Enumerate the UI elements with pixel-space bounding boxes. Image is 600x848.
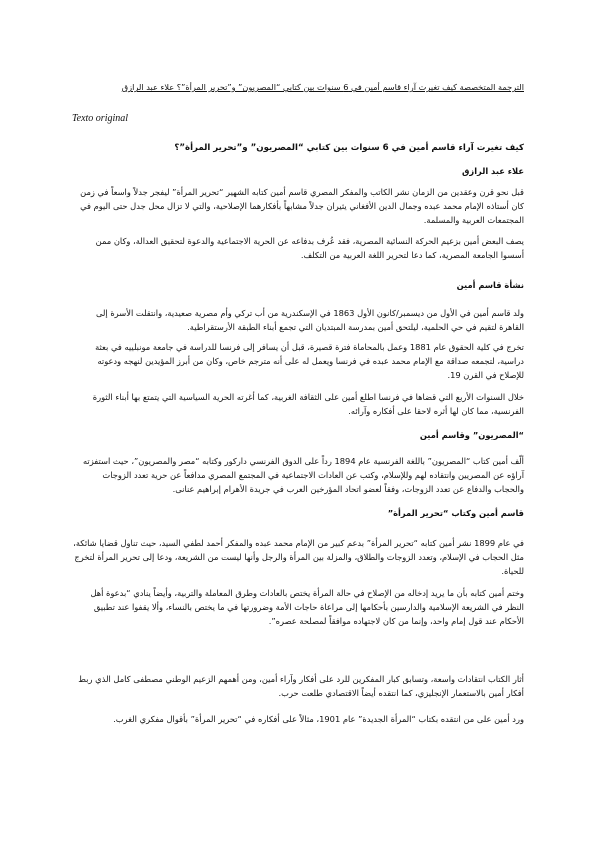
paragraph-liberation-1: في عام 1899 نشر أمين كتابه “تحرير المرأة” بدعم كبير من الإمام محمد عبده والمفكر أحمد لطفي السيد، حيث تناول قضايا شائكة، مثل الحجاب في الإسلام، وتعدد الزوجات والطلاق، والمزلة بين المرأة والرجل وأنها ليست من الشريعة، ودعا إلى تحرير المرأة لتخرج للحياة. — [73, 538, 524, 576]
running-header: الترجمة المتخصصة كيف تغيرت آراء قاسم أمين في 6 سنوات بين كتابي “المصريون” و”تحرير المرأة”؟ علاء عبد الرازق — [121, 82, 524, 92]
paragraph-upbringing-1: ولد قاسم أمين في الأول من ديسمبر/كانون الأول 1863 في الإسكندرية من أب تركي وأم مصرية صعيدية، وانتقلت الأسرة إلى القاهرة لتقيم في حي الحلمية، ليلتحق أمين بمدرسة المبتديان التي تجمع أبناء الطبقة الأرستقراطية. — [95, 308, 524, 332]
paragraph-upbringing-3: خلال السنوات الأربع التي قضاها في فرنسا اطلع أمين على الثقافة الغربية، كما أغرته الحرية السياسية التي يتمتع بها أبناء الثورة الفرنسية، مما كان لها أثره لاحقا على أفكاره وآرائه. — [92, 392, 524, 416]
article-title: كيف تغيرت آراء قاسم أمين في 6 سنوات بين كتابي “المصريون” و”تحرير المرأة”؟ — [174, 143, 524, 153]
paragraph-egyptians-1: ألّف أمين كتاب “المصريون” باللغة الفرنسية عام 1894 رداً على الدوق الفرنسي داركور وكتابه “مصر والمصريون”، حيث استفزته آراؤه عن المصريين وانتقاده لهم وللإسلام، وكتب عن العادات الاجتماعية في المجتمع المصري مدافعاً عن حرية تعدد الزوجات والحجاب والدفاع عن تعدد الزوجات، وفقاً لعضو اتحاد المؤرخين العرب في جريدة الأهرام إبراهيم عنانى. — [82, 456, 524, 494]
paragraph-closing-1: أثار الكتاب انتقادات واسعة، وتسابق كبار المفكرين للرد على أفكار وآراء أمين، ومن أهمهم الزعيم الوطني مصطفى كامل الذي ربط أفكار أمين بالاستعمار الإنجليزي، كما انتقده أيضاً الاقتصادي طلعت حرب. — [78, 674, 524, 698]
article-author: علاء عبد الرازق — [462, 166, 524, 176]
paragraph-intro-1: قبل نحو قرن وعقدين من الزمان نشر الكاتب والمفكر المصري قاسم أمين كتابه الشهير “تحرير المرأة” ليفجر جدلاً واسعاً في زمن كان أستاذه الإمام محمد عبده وجمال الدين الأفغاني يثيران جدلاً مشابهاً بأفكارهما الإصلاحية، والتي لا تزال محل جدل حتى اليوم في المجتمعات العربية والمسلمة. — [80, 187, 524, 225]
section-heading-egyptians: “المصريون” وقاسم أمين — [419, 430, 524, 440]
section-heading-liberation: قاسم أمين وكتاب “تحرير المرأة” — [387, 508, 524, 518]
paragraph-intro-2: يصف البعض أمين بزعيم الحركة النسائية المصرية، فقد عُرف بدفاعه عن الحرية الاجتماعية والدعوة لتحقيق العدالة، وكان ممن أسسوا الجامعة المصرية، كما دعا لتحرير اللغة العربية من التكلف. — [95, 236, 524, 260]
subtitle: Texto original — [72, 113, 129, 124]
paragraph-upbringing-2: تخرج في كلية الحقوق عام 1881 وعمل بالمحاماة فترة قصيرة، قبل أن يسافر إلى فرنسا للدراسة في جامعة مونبلييه في بعثة دراسية، لتجمعه صداقة مع الإمام محمد عبده في فرنسا ويعمل له على أنه مترجم خاص، وكان من أبرز المؤيدين لنهجه ودعوته للإصلاح في القرن 19. — [95, 342, 524, 380]
paragraph-closing-2: ورد أمين على من انتقده بكتاب “المرأة الجديدة” عام 1901، مثالاً على أفكاره في “تحرير المرأة” بأقوال مفكري الغرب. — [113, 714, 524, 724]
section-heading-upbringing: نشأة قاسم أمين — [456, 280, 524, 290]
paragraph-liberation-2: وختم أمين كتابه بأن ما يريد إدخاله من الإصلاح في حالة المرأة يختص بالعادات وطرق المعاملة والتربية، وأيضاً ينادي “بدعوة أهل النظر في الشريعة الإسلامية والدارسين بأحكامها إلى مراعاة حاجات الأمة وضرورتها في ما يختص بالنساء، وألا يقفوا عند تطبيق الأحكام عند قول إمام واحد، وإنما من كان لاجتهاده موافقاً لمصلحة عصره”. — [90, 588, 524, 626]
